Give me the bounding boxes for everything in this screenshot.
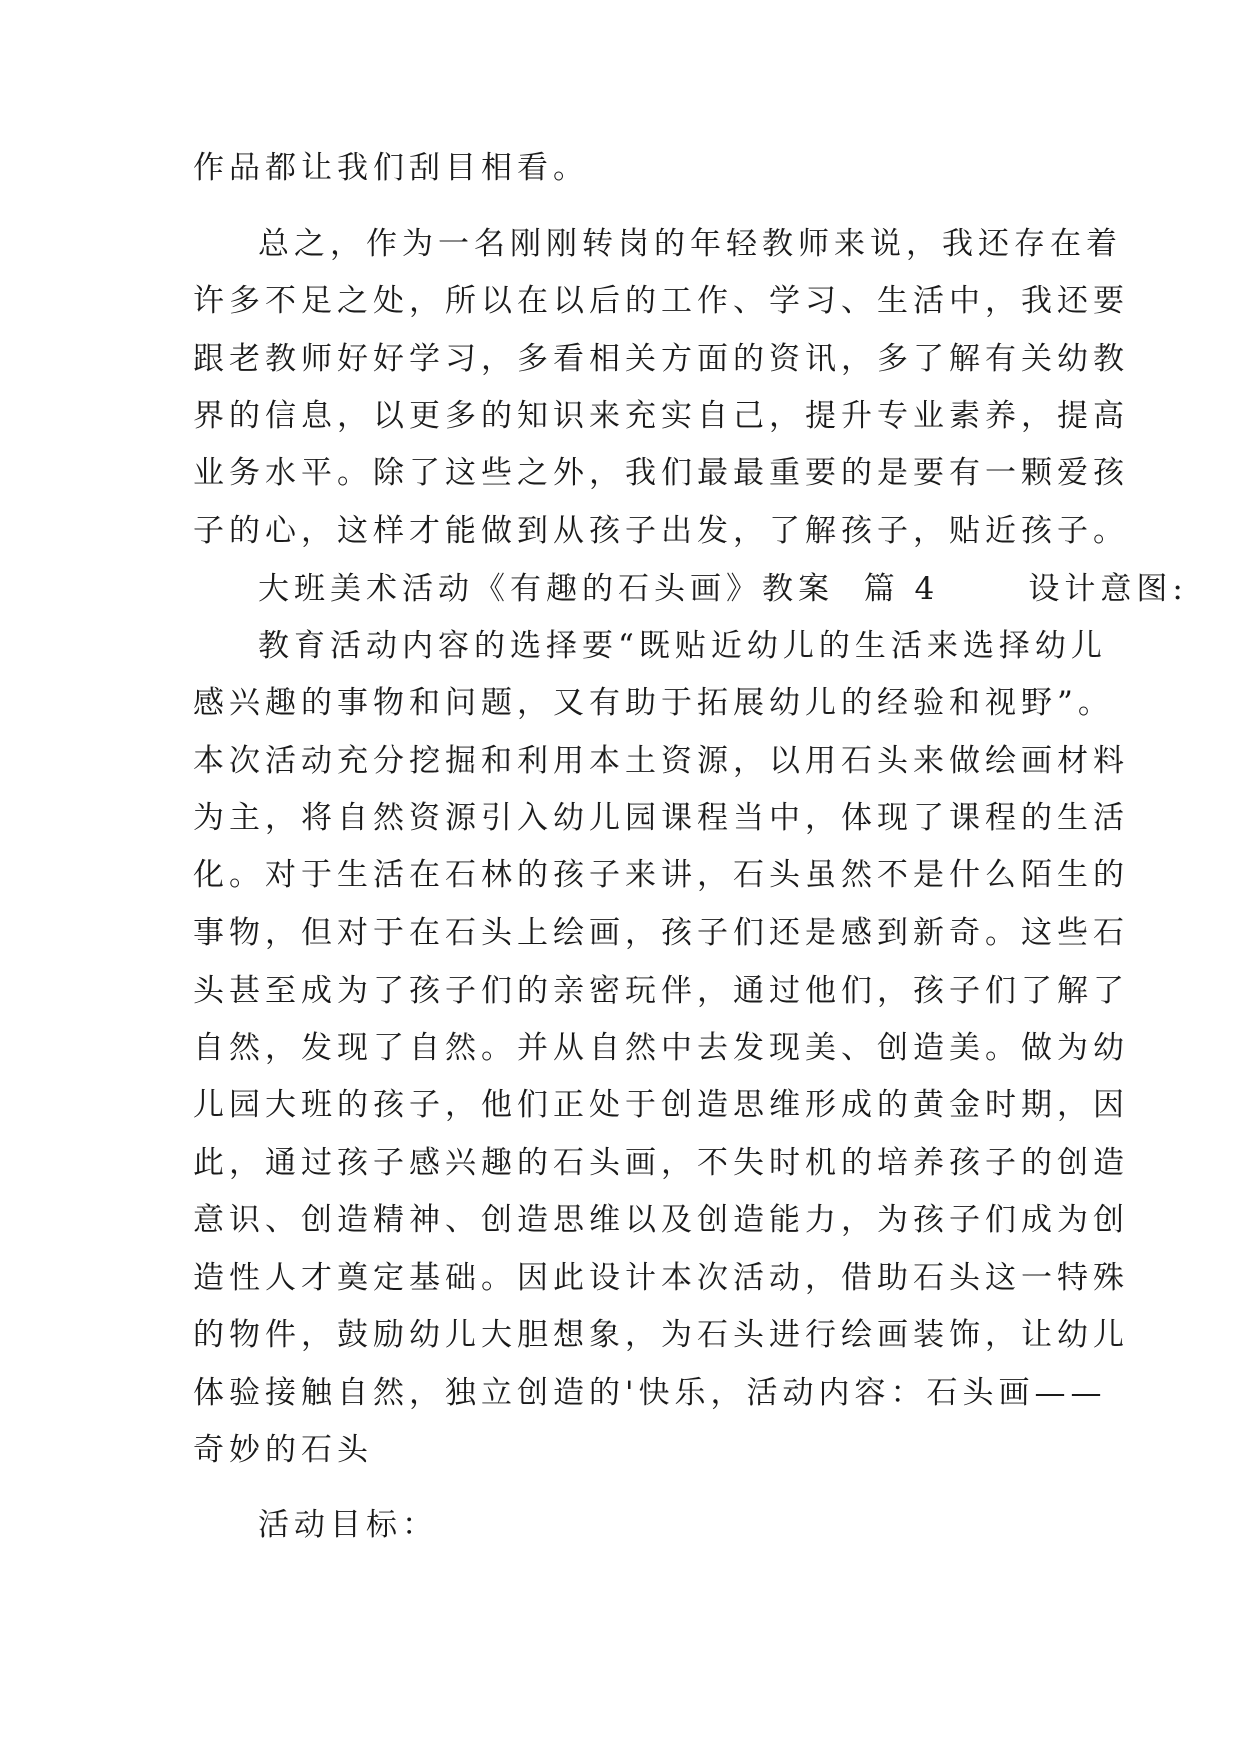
text-line: 此，通过孩子感兴趣的石头画，不失时机的培养孩子的创造 — [193, 1145, 1129, 1181]
section-heading: 大班美术活动《有趣的石头画》教案 篇 4 设计意图: — [258, 571, 1188, 607]
text-line: 体验接触自然，独立创造的'快乐，活动内容：石头画—— — [193, 1375, 1107, 1411]
text-line: 跟老教师好好学习，多看相关方面的资讯，多了解有关幼教 — [193, 341, 1129, 377]
text-line: 儿园大班的孩子，他们正处于创造思维形成的黄金时期，因 — [193, 1087, 1129, 1123]
text-line: 事物，但对于在石头上绘画，孩子们还是感到新奇。这些石 — [193, 915, 1129, 951]
text-line: 许多不足之处，所以在以后的工作、学习、生活中，我还要 — [193, 283, 1129, 319]
text-line: 自然，发现了自然。并从自然中去发现美、创造美。做为幼 — [193, 1030, 1129, 1066]
text-line: 意识、创造精神、创造思维以及创造能力，为孩子们成为创 — [193, 1202, 1129, 1238]
text-line: 作品都让我们刮目相看。 — [193, 150, 589, 186]
text-line: 头甚至成为了孩子们的亲密玩伴，通过他们，孩子们了解了 — [193, 973, 1129, 1009]
text-line: 造性人才奠定基础。因此设计本次活动，借助石头这一特殊 — [193, 1260, 1129, 1296]
text-line: 的物件，鼓励幼儿大胆想象，为石头进行绘画装饰，让幼儿 — [193, 1317, 1129, 1353]
text-line: 为主，将自然资源引入幼儿园课程当中，体现了课程的生活 — [193, 800, 1129, 836]
text-line: 感兴趣的事物和问题，又有助于拓展幼儿的经验和视野”。 — [193, 685, 1114, 721]
text-line: 奇妙的石头 — [193, 1432, 373, 1468]
paragraph-start: 教育活动内容的选择要“既贴近幼儿的生活来选择幼儿 — [258, 628, 1107, 664]
paragraph-start: 总之，作为一名刚刚转岗的年轻教师来说，我还存在着 — [258, 226, 1122, 262]
section-heading: 活动目标： — [258, 1507, 438, 1543]
text-line: 化。对于生活在石林的孩子来讲，石头虽然不是什么陌生的 — [193, 857, 1129, 893]
text-line: 子的心，这样才能做到从孩子出发，了解孩子，贴近孩子。 — [193, 513, 1129, 549]
text-line: 业务水平。除了这些之外，我们最最重要的是要有一颗爱孩 — [193, 455, 1129, 491]
text-line: 界的信息，以更多的知识来充实自己，提升专业素养，提高 — [193, 398, 1129, 434]
text-line: 本次活动充分挖掘和利用本土资源，以用石头来做绘画材料 — [193, 743, 1129, 779]
